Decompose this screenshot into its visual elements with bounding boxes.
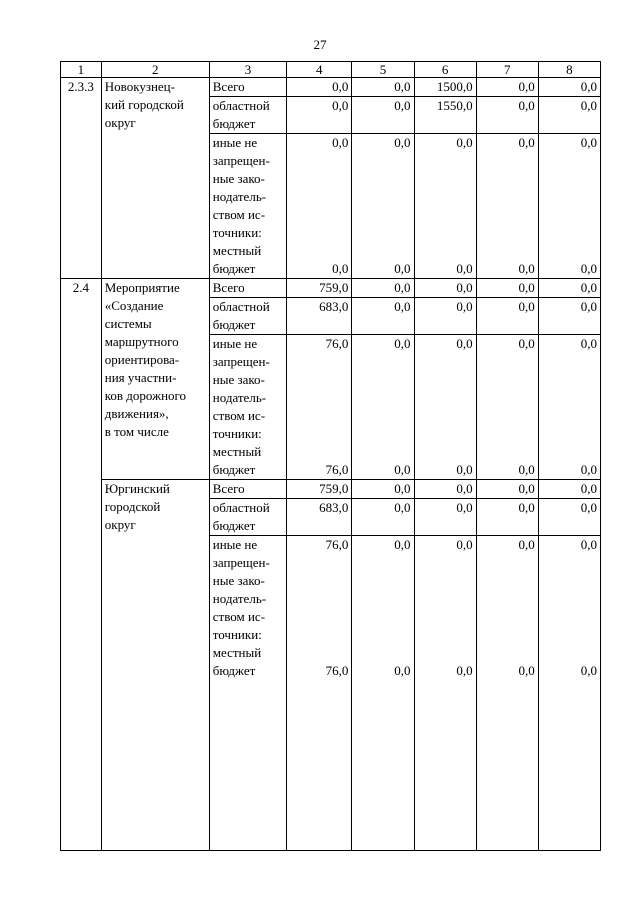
empty-cell (414, 680, 476, 851)
value-cell: 0,0 (476, 335, 538, 444)
header-cell: 8 (538, 62, 600, 78)
source-label: Всего (209, 78, 286, 97)
value-cell: 0,0 (538, 279, 600, 298)
value-cell: 0,0 (476, 480, 538, 499)
row-name: Юргинский городской округ (101, 480, 209, 681)
value-cell: 0,0 (287, 97, 352, 134)
value-cell: 683,0 (287, 298, 352, 335)
value-cell: 0,0 (476, 134, 538, 243)
value-cell: 0,0 (538, 97, 600, 134)
value-cell: 0,0 (414, 480, 476, 499)
value-cell: 0,0 (538, 480, 600, 499)
value-cell: 0,0 (476, 97, 538, 134)
value-cell: 0,0 (538, 335, 600, 444)
value-cell: 0,0 (352, 134, 414, 243)
value-cell: 0,0 (476, 298, 538, 335)
header-cell: 6 (414, 62, 476, 78)
empty-cell (538, 680, 600, 851)
empty-cell (287, 680, 352, 851)
empty-cell (476, 680, 538, 851)
value-cell: 0,0 (414, 335, 476, 444)
value-cell: 759,0 (287, 279, 352, 298)
header-cell: 3 (209, 62, 286, 78)
header-cell: 7 (476, 62, 538, 78)
source-label: Всего (209, 480, 286, 499)
row-id: 2.4 (61, 279, 102, 480)
row-id: 2.3.3 (61, 78, 102, 279)
empty-cell (352, 680, 414, 851)
value-cell: 0,0 (352, 242, 414, 279)
value-cell: 0,0 (352, 78, 414, 97)
value-cell: 0,0 (287, 134, 352, 243)
source-label: иные не запрещен- ные зако- нодатель- ством ис- точники: (209, 335, 286, 444)
value-cell: 0,0 (414, 242, 476, 279)
value-cell: 76,0 (287, 443, 352, 480)
value-cell: 76,0 (287, 335, 352, 444)
value-cell: 0,0 (414, 443, 476, 480)
value-cell: 0,0 (414, 279, 476, 298)
value-cell: 0,0 (352, 536, 414, 645)
value-cell: 0,0 (476, 536, 538, 645)
value-cell: 1550,0 (414, 97, 476, 134)
source-label: Всего (209, 279, 286, 298)
source-label: областной бюджет (209, 97, 286, 134)
filler-row (61, 680, 601, 851)
value-cell: 0,0 (538, 644, 600, 680)
value-cell: 0,0 (414, 134, 476, 243)
value-cell: 76,0 (287, 536, 352, 645)
table-row (61, 78, 601, 97)
page-number: 27 (313, 37, 327, 52)
value-cell: 0,0 (476, 279, 538, 298)
value-cell: 76,0 (287, 644, 352, 680)
empty-cell (61, 680, 102, 851)
row-name: Мероприятие «Создание системы маршрутного ориентирова- ния участни- ков дорожного движения», в том числе (101, 279, 209, 480)
value-cell: 0,0 (414, 499, 476, 536)
value-cell: 0,0 (352, 335, 414, 444)
value-cell: 0,0 (287, 78, 352, 97)
value-cell: 0,0 (352, 499, 414, 536)
value-cell: 1500,0 (414, 78, 476, 97)
value-cell: 0,0 (538, 536, 600, 645)
budget-table (60, 61, 601, 851)
row-name: Новокузнец- кий городской округ (101, 78, 209, 279)
source-label: местный бюджет (209, 242, 286, 279)
value-cell: 0,0 (352, 279, 414, 298)
value-cell: 0,0 (538, 134, 600, 243)
source-label: областной бюджет (209, 499, 286, 536)
source-label: местный бюджет (209, 443, 286, 480)
value-cell: 0,0 (352, 97, 414, 134)
source-label: областной бюджет (209, 298, 286, 335)
value-cell: 0,0 (414, 644, 476, 680)
header-cell: 4 (287, 62, 352, 78)
value-cell: 0,0 (476, 644, 538, 680)
value-cell: 0,0 (538, 443, 600, 480)
row-id (61, 480, 102, 681)
source-label: местный бюджет (209, 644, 286, 680)
value-cell: 0,0 (476, 78, 538, 97)
table-row (61, 279, 601, 298)
value-cell: 683,0 (287, 499, 352, 536)
value-cell: 0,0 (352, 644, 414, 680)
value-cell: 0,0 (352, 443, 414, 480)
value-cell: 0,0 (538, 78, 600, 97)
header-cell: 1 (61, 62, 102, 78)
header-cell: 2 (101, 62, 209, 78)
table-row (61, 480, 601, 499)
source-label: иные не запрещен- ные зако- нодатель- ством ис- точники: (209, 536, 286, 645)
value-cell: 0,0 (476, 499, 538, 536)
value-cell: 0,0 (476, 242, 538, 279)
header-cell: 5 (352, 62, 414, 78)
value-cell: 0,0 (538, 499, 600, 536)
value-cell: 0,0 (476, 443, 538, 480)
value-cell: 759,0 (287, 480, 352, 499)
empty-cell (209, 680, 286, 851)
value-cell: 0,0 (538, 242, 600, 279)
value-cell: 0,0 (414, 298, 476, 335)
value-cell: 0,0 (287, 242, 352, 279)
value-cell: 0,0 (414, 536, 476, 645)
value-cell: 0,0 (352, 480, 414, 499)
value-cell: 0,0 (352, 298, 414, 335)
source-label: иные не запрещен- ные зако- нодатель- ством ис- точники: (209, 134, 286, 243)
header-row (61, 62, 601, 78)
value-cell: 0,0 (538, 298, 600, 335)
empty-cell (101, 680, 209, 851)
